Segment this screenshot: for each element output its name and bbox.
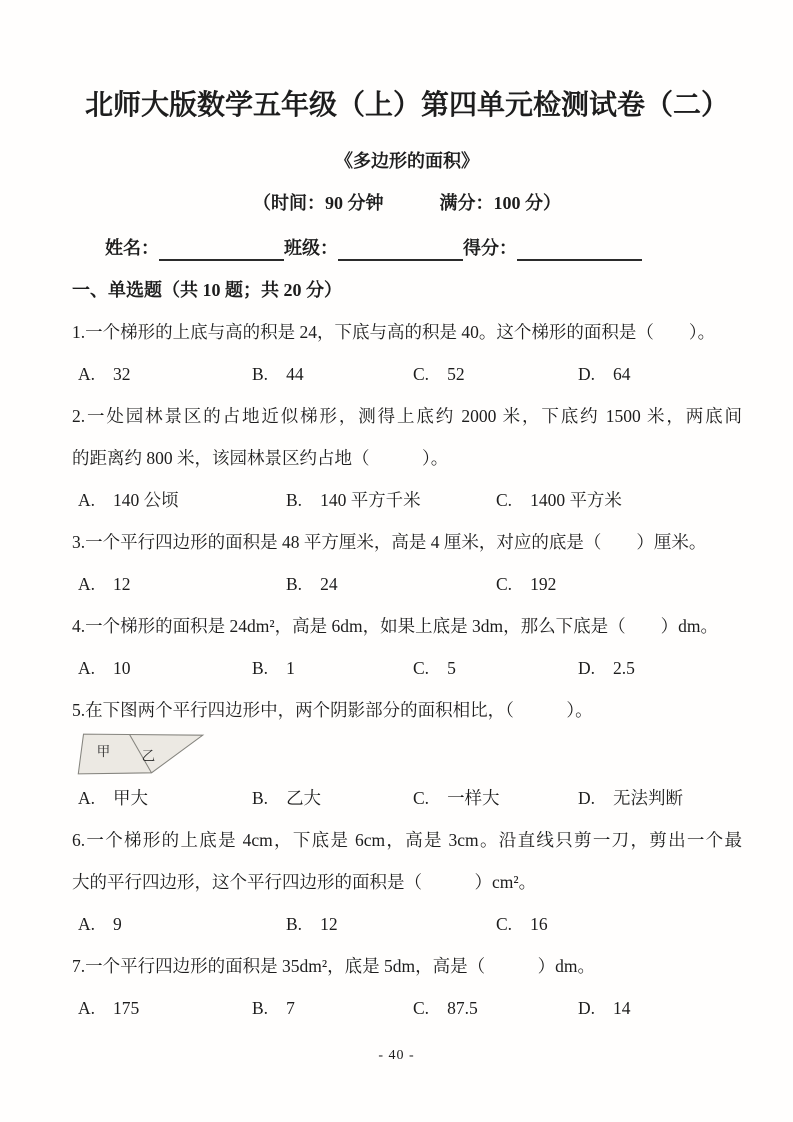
option-value: 乙大 bbox=[286, 788, 322, 808]
question-6-option-B bbox=[286, 903, 496, 945]
question-6-option-A bbox=[78, 903, 286, 945]
question-1-option-A bbox=[78, 353, 252, 395]
option-letter: A. bbox=[78, 574, 96, 594]
class-label: 班级： bbox=[284, 238, 338, 258]
question-5-option-B bbox=[252, 777, 413, 819]
figure-label-jia: 甲 bbox=[96, 744, 111, 760]
name-label: 姓名： bbox=[105, 238, 159, 258]
question-1-options-row bbox=[72, 353, 742, 395]
option-value: 16 bbox=[530, 914, 548, 934]
option-value: 2.5 bbox=[613, 658, 635, 678]
section-heading: 一、单选题（共 10 题；共 20 分） bbox=[72, 280, 342, 300]
option-value: 一样大 bbox=[447, 788, 500, 808]
question-6-option-C bbox=[496, 903, 548, 945]
question-3-option-B bbox=[286, 563, 496, 605]
question-3 bbox=[72, 521, 742, 605]
page-number: - 40 - bbox=[378, 1048, 415, 1063]
question-3-option-A bbox=[78, 563, 286, 605]
option-value: 1 bbox=[286, 658, 295, 678]
question-4-option-B bbox=[252, 647, 413, 689]
option-value: 140 公顷 bbox=[113, 490, 179, 510]
option-letter: B. bbox=[252, 364, 269, 384]
question-7-option-C bbox=[413, 987, 578, 1029]
question-4-options-row bbox=[72, 647, 742, 689]
option-value: 无法判断 bbox=[613, 788, 684, 808]
option-value: 12 bbox=[113, 574, 131, 594]
option-value: 52 bbox=[447, 364, 465, 384]
question-5-text-line: 5.在下图两个平行四边形中，两个阴影部分的面积相比，（ ）。 bbox=[72, 700, 593, 720]
questions-list bbox=[72, 311, 742, 1029]
question-6-text-line: 大的平行四边形，这个平行四边形的面积是（ ）cm²。 bbox=[72, 872, 537, 892]
option-letter: C. bbox=[496, 914, 513, 934]
option-letter: B. bbox=[252, 998, 269, 1018]
option-value: 175 bbox=[113, 998, 140, 1018]
exam-info-line bbox=[72, 190, 742, 216]
option-value: 7 bbox=[286, 998, 295, 1018]
option-letter: C. bbox=[496, 574, 513, 594]
option-letter: D. bbox=[578, 788, 596, 808]
option-letter: D. bbox=[578, 658, 596, 678]
option-letter: C. bbox=[413, 364, 430, 384]
question-5-option-C bbox=[413, 777, 578, 819]
option-letter: C. bbox=[413, 658, 430, 678]
question-1-option-D bbox=[578, 353, 631, 395]
question-4-option-A bbox=[78, 647, 252, 689]
exam-full-score: 满分：100 分） bbox=[439, 193, 561, 213]
exam-time: （时间：90 分钟 bbox=[253, 193, 384, 213]
option-value: 14 bbox=[613, 998, 631, 1018]
option-letter: A. bbox=[78, 490, 96, 510]
question-7-option-B bbox=[252, 987, 413, 1029]
option-letter: B. bbox=[286, 574, 303, 594]
question-7-option-A bbox=[78, 987, 252, 1029]
option-value: 87.5 bbox=[447, 998, 478, 1018]
question-1-option-C bbox=[413, 353, 578, 395]
question-5-option-A bbox=[78, 777, 252, 819]
student-info-row bbox=[105, 233, 742, 261]
question-3-text-line: 3.一个平行四边形的面积是 48 平方厘米，高是 4 厘米，对应的底是（ ）厘米。 bbox=[72, 532, 707, 552]
option-letter: B. bbox=[252, 658, 269, 678]
question-2-options-row bbox=[72, 479, 742, 521]
option-value: 10 bbox=[113, 658, 131, 678]
parallelograms-figure bbox=[72, 732, 208, 776]
class-field-blank[interactable] bbox=[338, 237, 463, 261]
question-2 bbox=[72, 395, 742, 521]
option-value: 5 bbox=[447, 658, 456, 678]
option-letter: C. bbox=[413, 788, 430, 808]
option-letter: B. bbox=[286, 490, 303, 510]
question-7-options-row bbox=[72, 987, 742, 1029]
option-value: 甲大 bbox=[113, 788, 149, 808]
score-field-blank[interactable] bbox=[517, 237, 642, 261]
option-letter: C. bbox=[496, 490, 513, 510]
option-letter: C. bbox=[413, 998, 430, 1018]
option-letter: A. bbox=[78, 658, 96, 678]
question-2-text-line: 的距离约 800 米，该园林景区约占地（ ）。 bbox=[72, 448, 449, 468]
question-2-text-line: 2.一处园林景区的占地近似梯形，测得上底约 2000 米，下底约 1500 米，两底间 bbox=[72, 406, 742, 426]
question-1-option-B bbox=[252, 353, 413, 395]
option-letter: A. bbox=[78, 914, 96, 934]
option-value: 1400 平方米 bbox=[530, 490, 622, 510]
option-letter: B. bbox=[252, 788, 269, 808]
option-letter: D. bbox=[578, 364, 596, 384]
question-4 bbox=[72, 605, 742, 689]
question-1 bbox=[72, 311, 742, 395]
question-6-text-line: 6.一个梯形的上底是 4cm，下底是 6cm，高是 3cm。沿直线只剪一刀，剪出一个最 bbox=[72, 830, 742, 850]
question-4-text-line: 4.一个梯形的面积是 24dm²，高是 6dm，如果上底是 3dm，那么下底是（ ）dm。 bbox=[72, 616, 718, 636]
option-letter: B. bbox=[286, 914, 303, 934]
question-6-options-row bbox=[72, 903, 742, 945]
question-7-text-line: 7.一个平行四边形的面积是 35dm²，底是 5dm，高是（ ）dm。 bbox=[72, 956, 595, 976]
question-2-option-C bbox=[496, 479, 622, 521]
question-5-options-row bbox=[72, 777, 742, 819]
question-3-option-C bbox=[496, 563, 556, 605]
option-letter: A. bbox=[78, 998, 96, 1018]
option-value: 24 bbox=[320, 574, 338, 594]
option-value: 9 bbox=[113, 914, 122, 934]
question-7 bbox=[72, 945, 742, 1029]
question-5 bbox=[72, 689, 742, 819]
option-value: 192 bbox=[530, 574, 557, 594]
question-2-option-B bbox=[286, 479, 496, 521]
question-4-option-C bbox=[413, 647, 578, 689]
question-3-options-row bbox=[72, 563, 742, 605]
question-2-option-A bbox=[78, 479, 286, 521]
score-label: 得分： bbox=[463, 238, 517, 258]
name-field-blank[interactable] bbox=[159, 237, 284, 261]
option-value: 140 平方千米 bbox=[320, 490, 421, 510]
question-1-text-line: 1.一个梯形的上底与高的积是 24，下底与高的积是 40。这个梯形的面积是（ ）。 bbox=[72, 322, 716, 342]
option-value: 44 bbox=[286, 364, 304, 384]
option-value: 32 bbox=[113, 364, 131, 384]
figure-label-yi: 乙 bbox=[141, 748, 156, 764]
question-7-option-D bbox=[578, 987, 631, 1029]
option-letter: A. bbox=[78, 364, 96, 384]
page-title: 北师大版数学五年级（上）第四单元检测试卷（二） bbox=[84, 90, 729, 121]
question-5-option-D bbox=[578, 777, 683, 819]
option-letter: A. bbox=[78, 788, 96, 808]
option-value: 64 bbox=[613, 364, 631, 384]
question-4-option-D bbox=[578, 647, 635, 689]
page-subtitle: 《多边形的面积》 bbox=[335, 151, 479, 171]
question-6 bbox=[72, 819, 742, 945]
option-value: 12 bbox=[320, 914, 338, 934]
option-letter: D. bbox=[578, 998, 596, 1018]
